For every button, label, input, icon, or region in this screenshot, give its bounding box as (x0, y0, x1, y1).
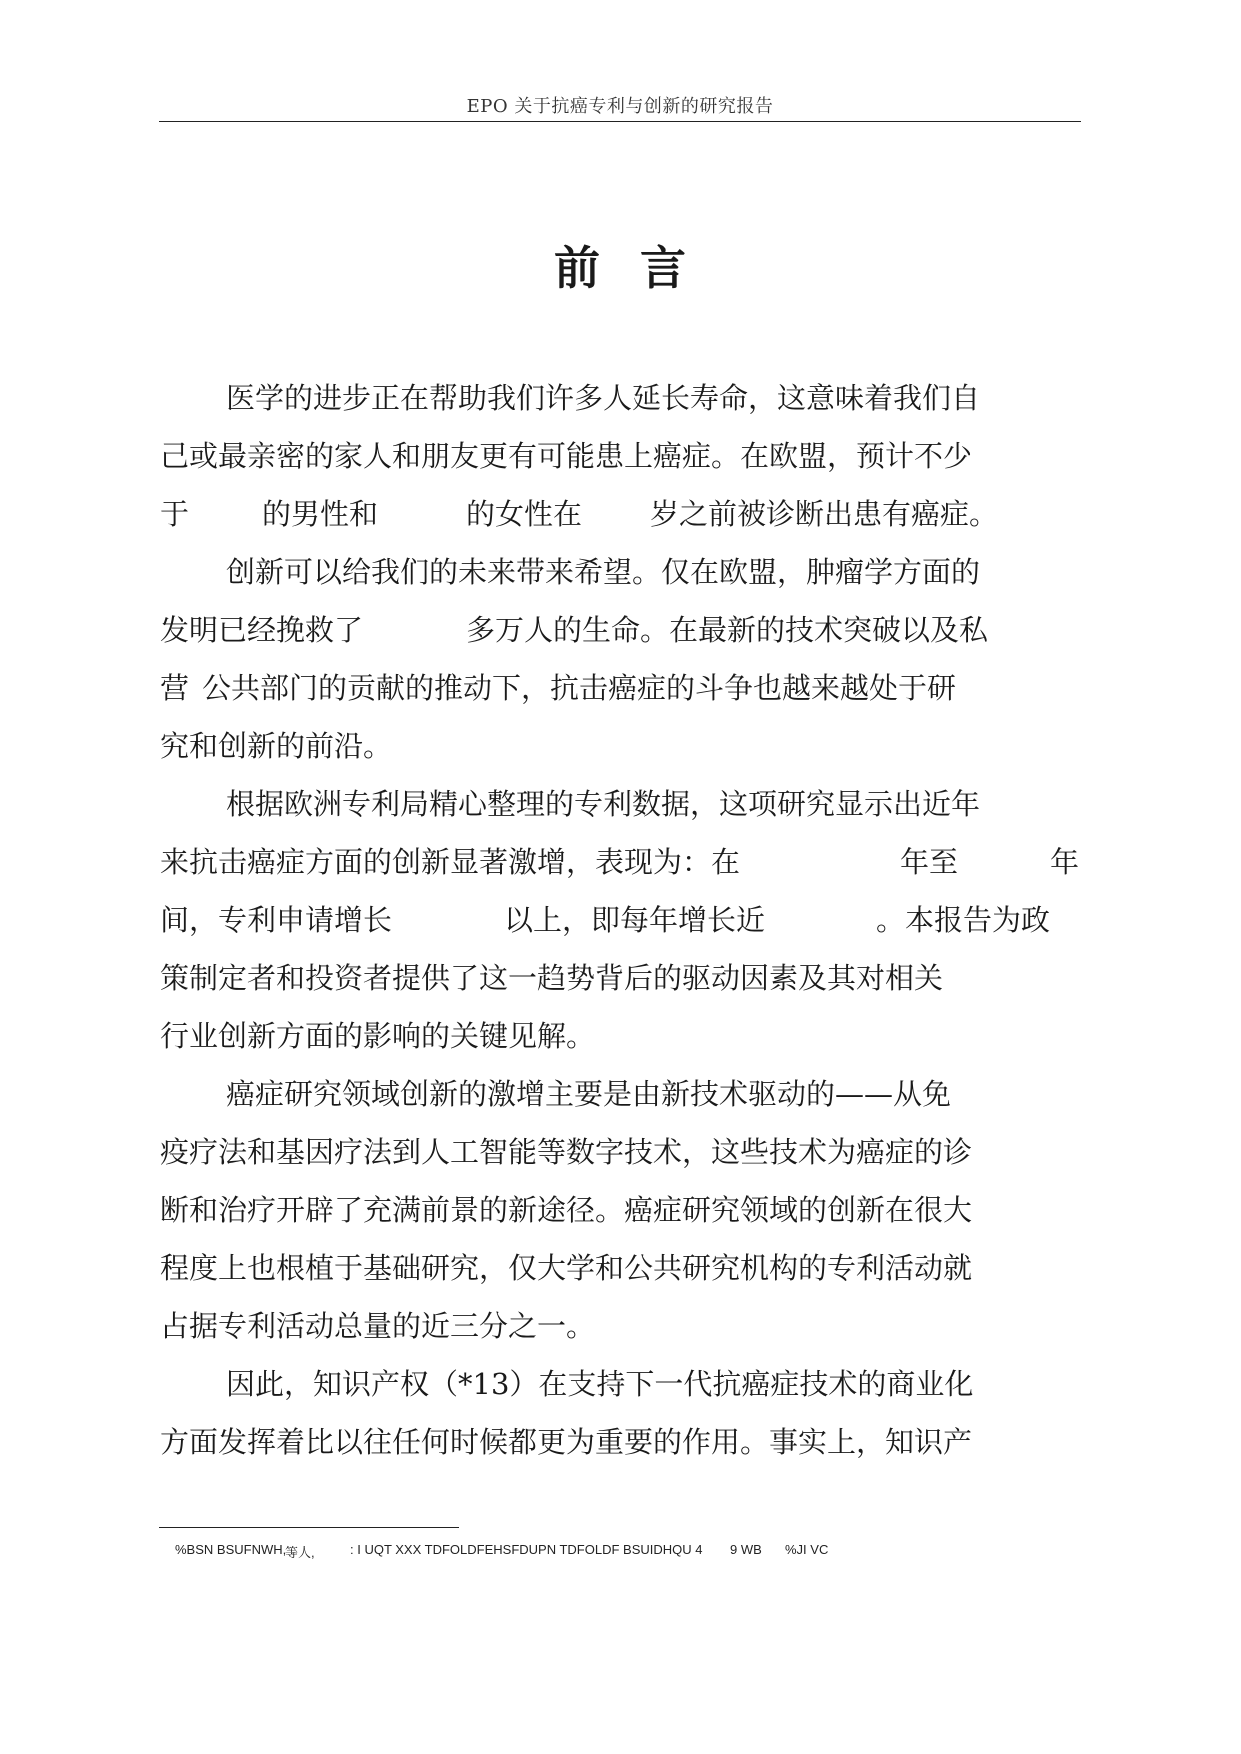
text-segment: 发明已经挽救了 (160, 613, 364, 647)
text-segment: 疫疗法和基因疗法到人工智能等数字技术，这些技术为癌症的诊 (160, 1135, 973, 1169)
text-segment: 程度上也根植于基础研究，仅大学和公共研究机构的专利活动就 (160, 1251, 973, 1285)
paragraph-line (160, 1181, 1080, 1239)
paragraph-line (160, 1297, 1080, 1355)
footnote-segment: 9 WB (730, 1542, 762, 1557)
running-header: EPO 关于抗癌专利与创新的研究报告 (466, 96, 774, 117)
text-segment: 根据欧洲专利局精心整理的专利数据，这项研究显示出近年 (226, 787, 981, 821)
text-segment: 究和创新的前沿。 (160, 729, 393, 763)
paragraph-line (160, 949, 1080, 1007)
footnote-divider (159, 1527, 459, 1528)
paragraph-line (160, 833, 1080, 891)
page-title: 前言 (554, 241, 726, 295)
text-segment: 年至 (900, 845, 959, 879)
footnote-segment: 等人, (285, 1545, 315, 1560)
text-segment: 。本报告为政 (876, 903, 1051, 937)
paragraph-line (160, 891, 1080, 949)
footnote-segment: %BSN BSUFNWH, . (175, 1542, 294, 1557)
text-segment: 于 (160, 497, 190, 531)
text-segment: 癌症研究领域创新的激增主要是由新技术驱动的——从免 (226, 1077, 952, 1111)
header-divider (159, 121, 1081, 122)
text-segment: 医学的进步正在帮助我们许多人延长寿命，这意味着我们自 (226, 381, 981, 415)
paragraph-line (160, 369, 1080, 427)
text-segment: 来抗击癌症方面的创新显著激增，表现为：在 (160, 845, 741, 879)
paragraph-line (160, 485, 1080, 543)
text-segment: 多万人的生命。在最新的技术突破以及私 (466, 613, 989, 647)
paragraph-line (160, 1355, 1080, 1413)
paragraph-line (160, 717, 1080, 775)
footnote-segment: : I UQT XXX TDFOLDFEHSFDUPN TDFOLDF BSUIDHQU 4 (350, 1542, 703, 1557)
text-segment: 公共部门的贡献的推动下，抗击癌症的斗争也越来越处于研 (202, 671, 957, 705)
text-segment: 策制定者和投资者提供了这一趋势背后的驱动因素及其对相关 (160, 961, 944, 995)
text-segment: 因此，知识产权（*13）在支持下一代抗癌症技术的商业化 (226, 1367, 974, 1401)
text-segment: 的男性和 (262, 497, 379, 531)
text-segment: 创新可以给我们的未来带来希望。仅在欧盟，肿瘤学方面的 (226, 555, 981, 589)
footnote-segment: %JI VC (785, 1542, 829, 1557)
text-segment: 的女性在 (466, 497, 583, 531)
paragraph-line (160, 1065, 1080, 1123)
text-segment: 断和治疗开辟了充满前景的新途径。癌症研究领域的创新在很大 (160, 1193, 973, 1227)
text-segment: 己或最亲密的家人和朋友更有可能患上癌症。在欧盟，预计不少 (160, 439, 973, 473)
paragraph-line (160, 1007, 1080, 1065)
paragraph-line (160, 1123, 1080, 1181)
text-segment: 间，专利申请增长 (160, 903, 393, 937)
paragraph-line (160, 601, 1080, 659)
body-text (160, 369, 1080, 1471)
paragraph-line (160, 775, 1080, 833)
paragraph-line (160, 543, 1080, 601)
text-segment: 年 (1050, 845, 1080, 879)
paragraph-line (160, 1413, 1080, 1471)
text-segment: 营 (160, 671, 190, 705)
text-segment: 占据专利活动总量的近三分之一。 (160, 1309, 596, 1343)
paragraph-line (160, 659, 1080, 717)
paragraph-line (160, 1239, 1080, 1297)
text-segment: 岁之前被诊断出患有癌症。 (650, 497, 999, 531)
text-segment: 行业创新方面的影响的关键见解。 (160, 1019, 596, 1053)
text-segment: 方面发挥着比以往任何时候都更为重要的作用。事实上，知识产 (160, 1425, 973, 1459)
paragraph-line (160, 427, 1080, 485)
text-segment: 以上，即每年增长近 (504, 903, 766, 937)
